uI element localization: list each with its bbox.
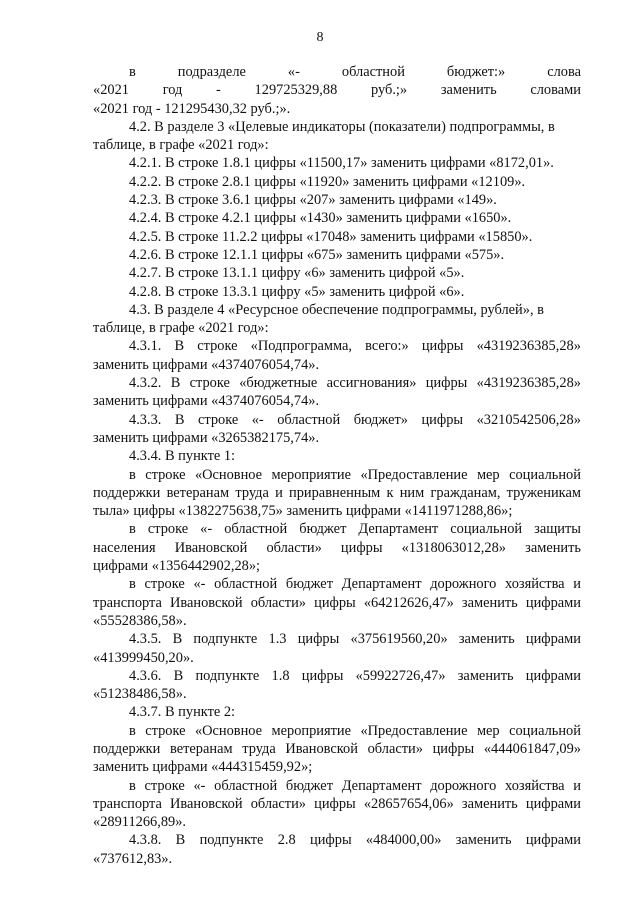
word: «59922726,47» [355,667,446,684]
word: Ивановской [285,740,358,757]
word: 4.3.3. [129,411,162,428]
word: цифры [421,338,464,355]
word: цифрами [525,631,581,648]
word: «1318063012,28» [401,539,506,556]
word: строке [145,466,186,483]
text-line: таблице, в графе «2021 год»: [93,137,269,154]
word: труда [235,484,269,501]
word: «375619560,20» [350,631,448,648]
page-number: 8 [316,30,324,45]
word: 4.3.6. [129,667,162,684]
word: поддержки [93,740,161,757]
word: подпункте [199,832,264,849]
word: цифрами [525,832,581,849]
word: В [174,411,185,428]
text-line: 4.2.4. В строке 4.2.1 цифры «1430» заменить цифрами «1650». [129,210,512,227]
word: Ивановской [170,594,243,611]
word: и [275,484,283,501]
word: бюджет:» [446,64,506,80]
word: 4.3.8. [129,832,162,849]
word: 2.8 [277,832,296,849]
word: заменить [457,667,514,684]
word: подразделе [177,64,246,80]
word: «- [193,576,206,593]
text-line [93,630,581,648]
word: социальной [509,466,581,483]
text-line: таблице, в графе «2021 год»: [93,320,269,337]
word: «28657654,06» [363,795,454,812]
word: в [129,64,136,80]
word: строке [197,411,239,428]
text-line [93,795,581,813]
text-line [93,575,581,593]
word: бюджет [285,576,333,593]
text-line: заменить цифрами «444315459,92»; [93,759,313,776]
word: цифры [314,795,356,812]
text-line: 4.2.5. В строке 11.2.2 цифры «17048» заменить цифрами «15850». [129,228,533,245]
word: 4.3.2. [129,375,162,392]
word: строке [145,722,186,739]
word: в [129,777,136,794]
text-line [93,466,581,484]
word: хозяйства [505,576,565,593]
word: год [162,82,183,99]
word: труда [242,740,276,757]
word: В [170,375,181,392]
word: «- [287,64,300,80]
text-line [93,667,581,685]
word: ассигнования» [326,375,417,392]
word: к [386,484,394,501]
text-line [93,374,581,392]
word: «- [193,777,206,794]
word: областной [341,64,405,80]
word: В [174,338,185,355]
text-line: 4.2.1. В строке 1.8.1 цифры «11500,17» заменить цифрами «8172,01». [129,155,554,172]
text-line: заменить цифрами «4374076054,74». [93,393,320,410]
word: Департамент [341,576,422,593]
word: «444061847,09» [483,740,581,757]
word: областной [214,576,278,593]
word: населения [93,539,156,556]
word: строке [147,521,189,538]
word: гражданам, [430,484,501,501]
word: 4.3.1. [129,338,162,355]
word: В [172,631,183,648]
word: цифры [421,411,464,428]
word: В [173,667,184,684]
text-line [93,63,581,81]
word: заменить [461,594,518,611]
word: дорожного [430,777,497,794]
text-line [93,520,581,538]
word: цифрами [525,795,581,812]
text-line: «55528386,58». [93,612,187,629]
word: областной [277,411,341,428]
word: руб.;» [371,82,408,99]
word: мероприятие [271,722,351,739]
word: транспорта [93,594,162,611]
word: мер [476,722,500,739]
text-line: «51238486,58». [93,686,187,703]
word: цифрами [525,594,581,611]
text-line: заменить цифрами «4374076054,74». [93,356,320,373]
word: области» [266,539,322,556]
word: и [573,777,581,794]
word: Департамент [358,521,439,538]
word: «4319236385,28» [476,375,581,392]
word: заменить [461,795,518,812]
word: В [175,832,186,849]
text-line: 4.2.2. В строке 2.8.1 цифры «11920» заменить цифрами «12109». [129,173,526,190]
word: «Подпрограмма, [250,338,353,355]
text-line [93,81,581,99]
word: строке [144,777,185,794]
word: цифры [314,594,356,611]
word: «4319236385,28» [476,338,581,355]
text-line: 4.3.7. В пункте 2: [129,704,236,721]
text-line [93,722,581,740]
text-line: 4.2. В разделе 3 «Целевые индикаторы (показатели) подпрограммы, в [129,118,555,135]
document-body [93,63,581,868]
word: слова [547,64,581,80]
word: - [216,82,221,99]
word: бюджет [285,777,333,794]
word: в [129,722,136,739]
text-line: 4.2.6. В строке 12.1.1 цифры «675» заменить цифрами «575». [129,246,505,263]
word: дорожного [430,576,497,593]
word: Ивановской [174,539,248,556]
word: заменить [455,832,512,849]
word: социальной [450,521,523,538]
word: цифры [297,631,340,648]
word: подпункте [195,667,260,684]
word: строке [197,338,238,355]
text-line: 4.3.4. В пункте 1: [129,448,236,465]
word: «- [200,521,213,538]
word: заменить [458,631,515,648]
word: приравненным [289,484,381,501]
word: «484000,00» [365,832,442,849]
word: области» [250,795,306,812]
word: в [129,466,136,483]
word: мероприятие [271,466,351,483]
word: строке [144,576,185,593]
word: ветеранам [170,740,233,757]
word: областной [224,521,288,538]
text-line: 4.2.7. В строке 13.1.1 цифру «6» заменить цифрой «5». [129,265,465,282]
word: «- [251,411,264,428]
word: цифры [432,740,475,757]
text-line: «2021 год - 121295430,32 руб.;». [93,100,291,117]
text-line [93,539,581,557]
word: «3210542506,28» [476,411,581,428]
word: подпункте [193,631,258,648]
word: 129725329,88 [254,82,338,99]
word: бюджет» [353,411,408,428]
text-line: 4.3. В разделе 4 «Ресурсное обеспечение подпрограммы, рублей», в [129,301,544,318]
word: области» [367,740,423,757]
text-line [93,337,581,355]
word: мер [476,466,500,483]
word: труженикам [506,484,581,501]
word: областной [214,777,278,794]
word: «Предоставление [360,466,468,483]
word: области» [250,594,306,611]
text-line: 4.2.3. В строке 3.6.1 цифры «207» заменить цифрами «149». [129,192,497,209]
word: цифры [301,667,344,684]
word: «Предоставление [360,722,468,739]
word: «Основное [194,466,263,483]
text-line: тыла» цифры «1382275638,75» заменить цифрами «1411971288,86»; [93,503,513,520]
text-line [93,831,581,849]
word: 1.8 [271,667,290,684]
text-line [93,777,581,795]
word: «2021 [93,82,129,99]
word: заменить [440,82,497,99]
word: транспорта [93,795,162,812]
word: словами [530,82,581,99]
text-line [93,484,581,502]
word: цифрами [525,667,581,684]
text-line: «28911266,89». [93,814,187,831]
word: всего:» [365,338,409,355]
word: заменить [525,539,581,556]
word: в [129,576,136,593]
word: социальной [509,722,581,739]
word: ветеранам [166,484,230,501]
text-line [93,740,581,758]
word: хозяйства [505,777,565,794]
word: поддержки [93,484,161,501]
word: «бюджетные [239,375,318,392]
word: строке [189,375,230,392]
text-line: цифрами «1356442902,28»; [93,558,261,575]
word: Ивановской [170,795,243,812]
word: цифры [340,539,383,556]
word: ним [399,484,425,501]
word: Департамент [341,777,422,794]
text-line: заменить цифрами «3265382175,74». [93,429,320,446]
word: цифры [310,832,352,849]
text-line [93,594,581,612]
word: в [129,521,136,538]
word: «64212626,47» [363,594,454,611]
word: бюджет [299,521,347,538]
text-line: 4.2.8. В строке 13.3.1 цифру «5» заменить цифрой «6». [129,283,465,300]
word: 4.3.5. [129,631,162,648]
word: «Основное [194,722,263,739]
text-line: «413999450,20». [93,649,194,666]
text-line: «737612,83». [93,850,173,867]
word: и [573,576,581,593]
text-line [93,411,581,429]
word: защиты [534,521,581,538]
word: 1.3 [268,631,287,648]
word: цифры [425,375,468,392]
